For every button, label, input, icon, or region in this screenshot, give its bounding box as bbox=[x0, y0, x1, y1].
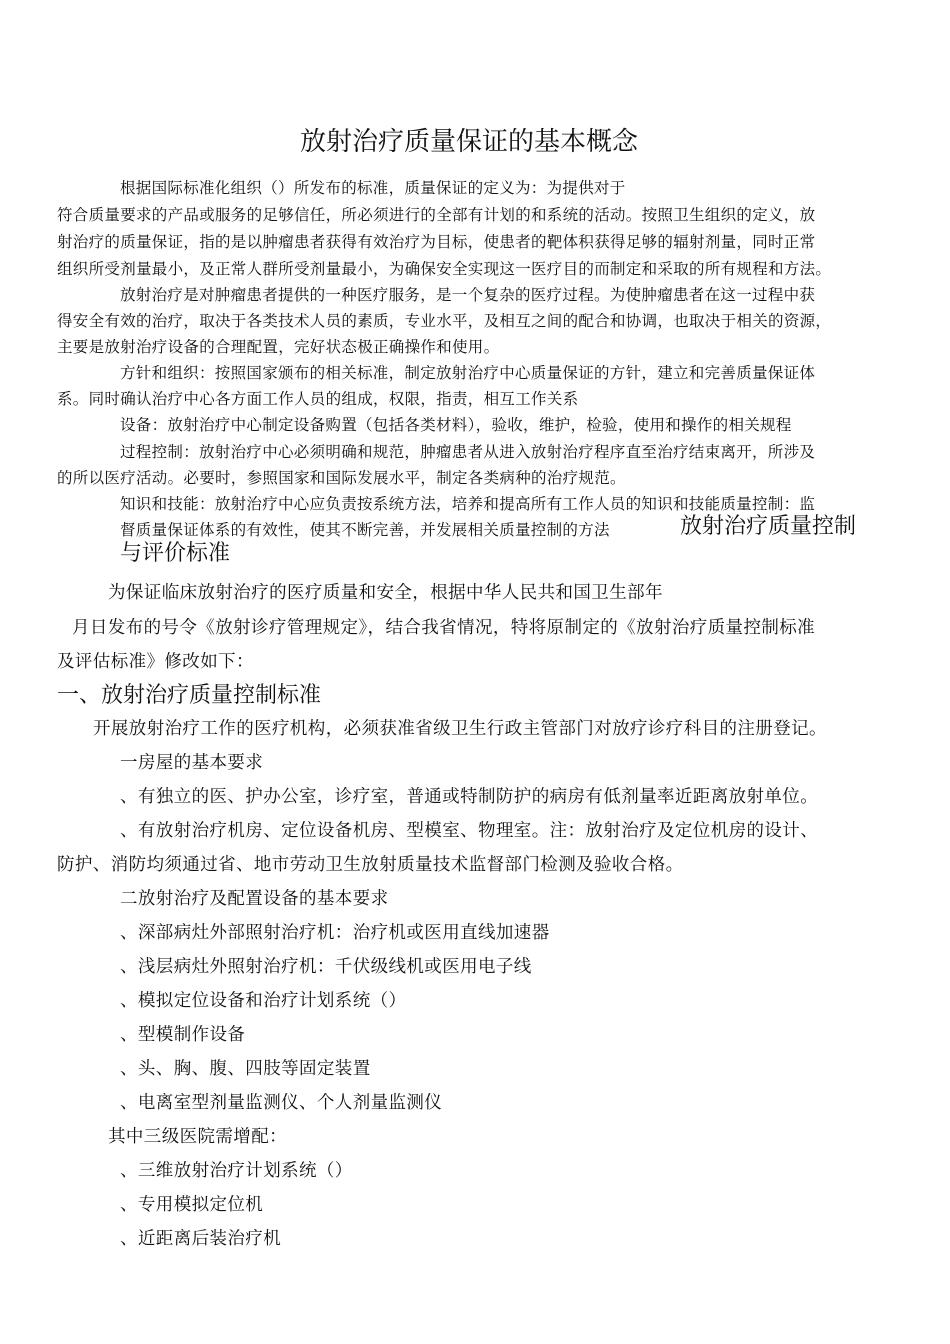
paragraph-line: 得安全有效的治疗，取决于各类技术人员的素质，专业水平，及相互之间的配合和协调，也取决于相关的资源， bbox=[57, 312, 832, 330]
paragraph-line: 组织所受剂量最小，及正常人群所受剂量最小，为确保安全实现这一医疗目的而制定和采取的所有规程和方法。 bbox=[57, 260, 832, 278]
list-item: 、近距离后装治疗机 bbox=[120, 1229, 282, 1249]
paragraph-line: 方针和组织：按照国家颁布的相关标准，制定放射治疗中心质量保证的方针，建立和完善质量保证体 bbox=[120, 364, 816, 382]
document-title: 放射治疗质量保证的基本概念 bbox=[300, 127, 639, 157]
section-heading-inline: 放射治疗质量控制 bbox=[680, 514, 857, 539]
section-heading: 一、放射治疗质量控制标准 bbox=[57, 683, 322, 708]
list-item: 、电离室型剂量监测仪、个人剂量监测仪 bbox=[120, 1093, 443, 1113]
paragraph-line: 根据国际标准化组织（）所发布的标准，质量保证的定义为：为提供对于 bbox=[120, 179, 626, 197]
list-item: 、三维放射治疗计划系统（） bbox=[120, 1161, 353, 1181]
subheading: 一房屋的基本要求 bbox=[120, 753, 264, 773]
paragraph-line: 防护、消防均须通过省、地市劳动卫生放射质量技术监督部门检测及验收合格。 bbox=[57, 855, 684, 875]
paragraph-line: 其中三级医院需增配： bbox=[108, 1127, 287, 1147]
paragraph-line: 开展放射治疗工作的医疗机构，必须获准省级卫生行政主管部门对放疗诊疗科目的注册登记。 bbox=[93, 719, 827, 739]
list-item: 、型模制作设备 bbox=[120, 1025, 246, 1045]
list-item: 、有放射治疗机房、定位设备机房、型模室、物理室。注：放射治疗及定位机房的设计、 bbox=[120, 821, 819, 841]
paragraph-line: 的所以医疗活动。必要时，参照国家和国际发展水平，制定各类病种的治疗规范。 bbox=[57, 469, 626, 487]
subheading: 二放射治疗及配置设备的基本要求 bbox=[120, 889, 389, 909]
paragraph-line: 符合质量要求的产品或服务的足够信任，所必须进行的全部有计划的和系统的活动。按照卫生组织的定义，放 bbox=[57, 206, 816, 224]
paragraph-line: 为保证临床放射治疗的医疗质量和安全，根据中华人民共和国卫生部年 bbox=[108, 583, 663, 603]
paragraph-line: 系。同时确认治疗中心各方面工作人员的组成，权限，指责，相互工作关系 bbox=[57, 390, 579, 408]
list-item: 、专用模拟定位机 bbox=[120, 1195, 264, 1215]
paragraph-line: 主要是放射治疗设备的合理配置，完好状态极正确操作和使用。 bbox=[57, 338, 500, 356]
list-item: 、深部病灶外部照射治疗机：治疗机或医用直线加速器 bbox=[120, 923, 550, 943]
paragraph-line: 督质量保证体系的有效性，使其不断完善，并发展相关质量控制的方法 bbox=[120, 521, 610, 539]
list-item: 、有独立的医、护办公室，诊疗室，普通或特制防护的病房有低剂量率近距离放射单位。 bbox=[120, 787, 819, 807]
paragraph-line: 过程控制：放射治疗中心必须明确和规范，肿瘤患者从进入放射治疗程序直至治疗结束离开，所涉及 bbox=[120, 443, 816, 461]
list-item: 、头、胸、腹、四肢等固定装置 bbox=[120, 1059, 371, 1079]
paragraph-line: 及评估标准》修改如下： bbox=[57, 652, 254, 672]
paragraph-line: 知识和技能：放射治疗中心应负责按系统方法，培养和提高所有工作人员的知识和技能质量控制：监 bbox=[120, 495, 816, 513]
paragraph-line: 设备：放射治疗中心制定设备购置（包括各类材料），验收，维护，检验，使用和操作的相关规程 bbox=[120, 416, 792, 434]
paragraph-line: 射治疗的质量保证，指的是以肿瘤患者获得有效治疗为目标，使患者的靶体积获得足够的辐射剂量，同时正常 bbox=[57, 233, 816, 251]
paragraph-line: 放射治疗是对肿瘤患者提供的一种医疗服务，是一个复杂的医疗过程。为使肿瘤患者在这一过程中获 bbox=[120, 286, 816, 304]
paragraph-line: 月日发布的号令《放射诊疗管理规定》，结合我省情况，特将原制定的《放射治疗质量控制标准 bbox=[72, 618, 816, 638]
section-heading-continued: 与评价标准 bbox=[120, 541, 231, 566]
list-item: 、浅层病灶外照射治疗机：千伏级线机或医用电子线 bbox=[120, 957, 532, 977]
list-item: 、模拟定位设备和治疗计划系统（） bbox=[120, 991, 407, 1011]
